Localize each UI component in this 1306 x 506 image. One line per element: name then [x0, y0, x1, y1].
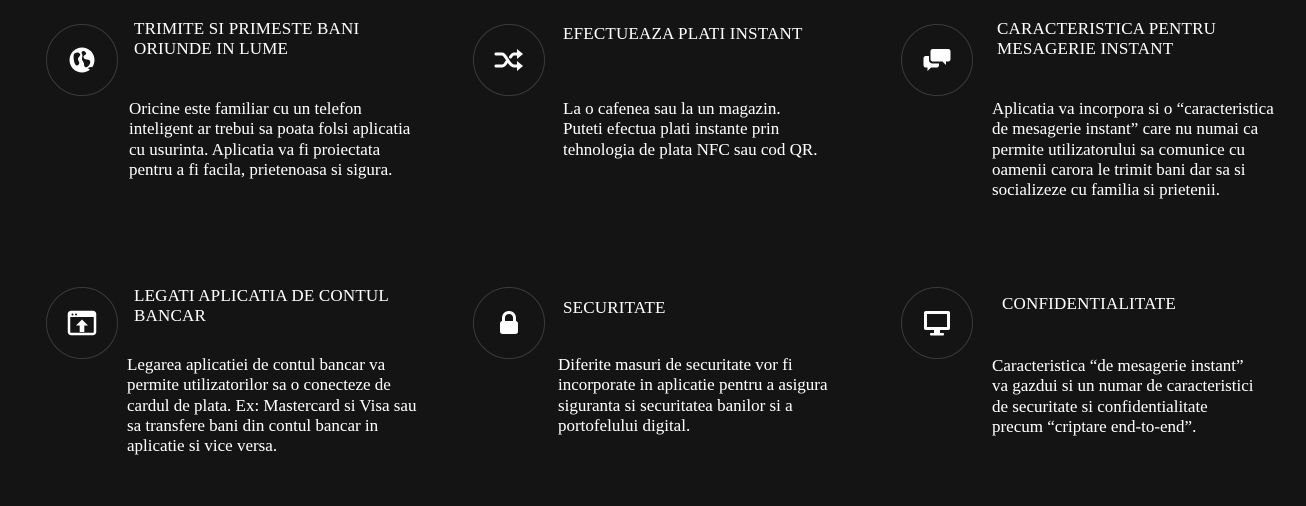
lock-icon: [497, 310, 521, 336]
feature-title: TRIMITE SI PRIMESTE BANI ORIUNDE IN LUME: [134, 19, 360, 58]
feature-icon-circle: [46, 287, 118, 359]
feature-title: CARACTERISTICA PENTRU MESAGERIE INSTANT: [997, 19, 1217, 58]
feature-icon-circle: [46, 24, 118, 96]
chat-bubbles-icon: [922, 46, 952, 74]
feature-icon-circle: [901, 24, 973, 96]
feature-description: Legarea aplicatiei de contul bancar va permite utilizatorilor sa o conecteze de cardul de plata. Ex: Mastercard si Visa sau sa transfere bani din contul bancar in aplicatie si vice versa.: [127, 355, 417, 456]
feature-description: Caracteristica “de mesagerie instant” va gazdui si un numar de caracteristici de securitate si confidentialitate precum “criptare end-to-end”.: [992, 356, 1254, 436]
feature-icon-circle: [473, 24, 545, 96]
feature-title: SECURITATE: [563, 298, 666, 317]
feature-icon-circle: [473, 287, 545, 359]
feature-title: EFECTUEAZA PLATI INSTANT: [563, 24, 803, 43]
feature-description: Oricine este familiar cu un telefon inteligent ar trebui sa poata folsi aplicatia cu usurinta. Aplicatia va fi proiectata pentru a fi facila, prietenoasa si sigura.: [129, 99, 411, 179]
feature-description: Diferite masuri de securitate vor fi incorporate in aplicatie pentru a asigura siguranta si securitatea banilor si a portofelului digital.: [558, 355, 828, 435]
feature-title: CONFIDENTIALITATE: [1002, 294, 1176, 313]
feature-description: Aplicatia va incorpora si o “caracteristica de mesagerie instant” care nu numai ca permite utilizatorului sa comunice cu oamenii carora le trimit bani dar sa si socializeze cu familia si prietenii.: [992, 99, 1274, 200]
monitor-icon: [922, 309, 952, 337]
shuffle-icon: [494, 47, 524, 73]
feature-description: La o cafenea sau la un magazin. Puteti efectua plati instante prin tehnologia de plata NFC sau cod QR.: [563, 99, 818, 159]
upload-window-icon: [67, 310, 97, 336]
globe-icon: [68, 46, 96, 74]
feature-title: LEGATI APLICATIA DE CONTUL BANCAR: [134, 286, 389, 325]
feature-icon-circle: [901, 287, 973, 359]
